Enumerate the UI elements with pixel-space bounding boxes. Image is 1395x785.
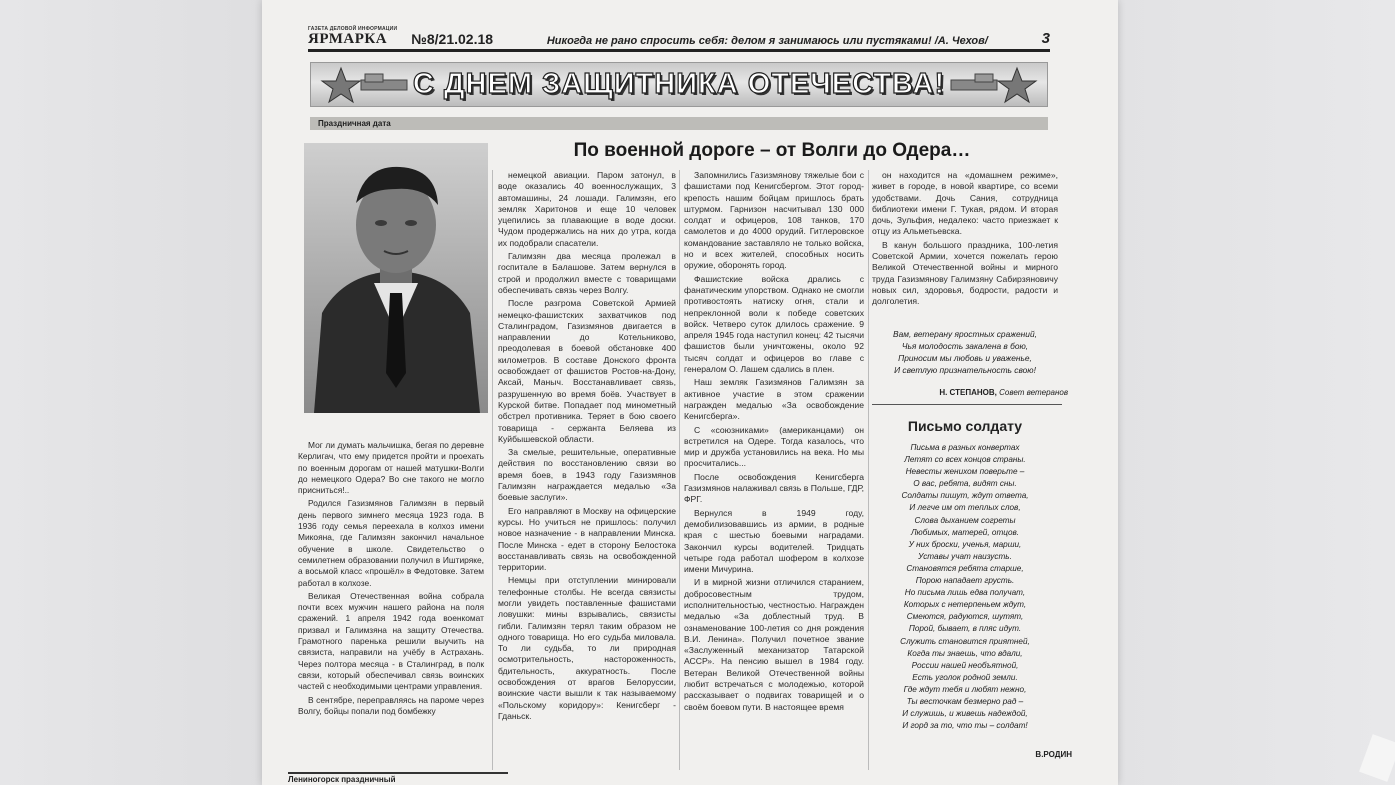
verse-line: Смеются, радуются, шутят, — [906, 612, 1024, 622]
desk-background-right — [1110, 0, 1395, 785]
paragraph: Родился Газизмянов Галимзян в первый день первого зимнего месяца 1923 года. В 1936 году семья переехала в колхоз имени Микояна, где Галимзян закончил начальное обучение в школе. Свидетельство о семилетнем образовании получил в Иштиряке, а восьмой класс «прошёл» в Федотовке. Затем работал в колхозе. — [298, 498, 484, 588]
poem-title: Письмо солдату — [907, 418, 1023, 434]
holiday-banner — [310, 62, 1048, 107]
masthead-motto: Никогда не рано спросить себя: делом я занимаюсь или пустяками! /А. Чехов/ — [546, 35, 988, 47]
paragraph: И в мирной жизни отличился старанием, добросовестным трудом, исполнительностью, честностью. Награжден медалью «За доблестный труд. В ознаменование 100-летия со дня рождения В.И. Ленина». Получил почетное звание «Заслуженный механизатор Татарской АССР». На пенсию вышел в 1984 году. Ветеран Великой Отечественной войны любит встречаться с молодежью, которой рассказывает о подвигах товарищей и о своём боевом пути. В настоящее время — [684, 577, 864, 712]
paragraph: В сентябре, переправляясь на пароме через Волгу, бойцы попали под бомбежку — [298, 694, 484, 716]
paragraph: Наш земляк Газизмянов Галимзян за активное участие в этом сражении награжден медалью «За освобождение Кенигсберга». — [684, 377, 864, 422]
section-label: Праздничная дата — [310, 117, 1048, 130]
article-author — [898, 388, 1068, 400]
verse-line: Чья молодость закалена в бою, — [901, 341, 1029, 351]
author-role: Совет ветеранов — [999, 388, 1068, 397]
verse-line: Слова дыханием согреты — [914, 515, 1016, 525]
paragraph: Великая Отечественная война собрала почти всех мужчин нашего района на поля сражений. 1 апреля 1942 года военкомат призвал и Галимзяна на защиту Отечества. Грамотного паренька решили выучить на связиста, направили на учёбу в Астрахань. Через полтора месяца - в Сталинград, в полк связи, который обеспечивал связь воинских частей с необходимыми центрами управления. — [298, 590, 484, 692]
poem-author: В.РОДИН — [1035, 750, 1072, 759]
verse-line: Есть уголок родной земли. — [912, 672, 1018, 682]
paragraph: он находится на «домашнем режиме», живет в городе, в новой квартире, со всеми удобствами. Дочь Сания, сотрудница библиотеки имени Г. Тукая, рядом. И вторая дочь, Зульфия, недалеко: часто приезжает к отцу из Альметьевска. — [872, 170, 1058, 237]
masthead — [308, 26, 1050, 52]
paragraph: После разгрома Советской Армией немецко-фашистских захватчиков под Сталинградом, Газизмянов двигается в направлении до Котельниково, преодолевая в боевой обстановке 400 километров. В составе Донского фронта освобождает от фашистов Ростов-на-Дону, Аксай, Маныч. Восстанавливает связь, разрушенную во время боёв. Участвует в Курской битве. Попадает под минометный обстрел противника. Теряет в бою своего товарища - сержанта Беляева из Куйбышевской области. — [498, 298, 676, 444]
verse-line: И служишь, и живешь надеждой, — [902, 709, 1028, 719]
article-column-2 — [498, 170, 676, 770]
paragraph: Мог ли думать мальчишка, бегая по деревне Керлигач, что ему придется пройти и проехать по военным дорогам от нашей матушки-Волги до немецкого Одера? Во сне такого не могло присниться!.. — [298, 440, 484, 496]
dedication-verse — [872, 328, 1058, 378]
column-divider — [679, 170, 680, 770]
paragraph: В канун большого праздника, 100-летия Советской Армии, хочется пожелать герою Великой Отечественной войны и мирного труда Газизмянову Галимзяну Сабирзяновичу новых сил, здоровья, бодрости, радости и долголетия. — [872, 239, 1058, 307]
banner-title: С ДНЕМ ЗАЩИТНИКА ОТЕЧЕСТВА! — [412, 68, 946, 100]
column-divider — [492, 170, 493, 770]
verse-line: У них броски, ученья, марши, — [908, 539, 1022, 549]
verse-line: Приносим мы любовь и уваженье, — [898, 353, 1032, 363]
verse-line: Служить становится приятней, — [900, 636, 1030, 646]
paragraph: За смелые, решительные, оперативные действия по восстановлению связи во время боев, в 1943 году Газизмянов Галимзян награждается медалью «За боевые заслуги». — [498, 447, 676, 503]
next-section-header: Лениногорск праздничный — [288, 772, 508, 785]
brand-subtitle: ГАЗЕТА ДЕЛОВОЙ ИНФОРМАЦИИ — [308, 26, 398, 32]
newspaper-page — [262, 0, 1118, 785]
page-number: 3 — [1041, 30, 1050, 47]
paragraph: Галимзян два месяца пролежал в госпитале в Балашове. Затем вернулся в строй и продолжил вместе с товарищами обеспечивать связь через Волгу. — [498, 251, 676, 295]
verse-line: И легче им от теплых слов, — [909, 503, 1021, 513]
verse-line: Когда ты знаешь, что вдали, — [907, 648, 1023, 658]
brand-name: ЯРМАРКА — [308, 31, 388, 47]
verse-line: Солдаты пишут, ждут ответа, — [901, 491, 1029, 501]
paragraph: Немцы при отступлении минировали телефонные столбы. Не всегда связисты могли увидеть поставленные фашистами ловушки: мины взрывались, связисты гибли. Галимзян терял таким образом не одного товарища. Но его судьба миловала. То ли судьба, то ли природная осмотрительность, настороженность, бдительность, аккуратность. После освобождения от врагов Белоруссии, воинские части вышли к так называемому «Польскому коридору»: Кенигсберг - Гданьск. — [498, 575, 676, 721]
verse-line: Вам, ветерану яростных сражений, — [893, 329, 1037, 339]
paragraph: Его направляют в Москву на офицерские курсы. Но учиться не пришлось: получил новое назначение - в направлении Минска. После Минска - едет в сторону Белостока восстанавливать связь на освобожденной территории. — [498, 505, 676, 573]
paragraph: немецкой авиации. Паром затонул, в воде оказались 40 военнослужащих, 3 автомашины, 24 лошади. Галимзян, его земляк Харитонов и еще 10 человек уцепились за плавающие в воде доски. Чудом продержались на них до утра, когда их подобрали спасатели. — [498, 170, 676, 248]
star-emblem-icon — [319, 66, 411, 104]
verse-line: И горд за то, что ты – солдат! — [902, 721, 1028, 731]
verse-line: России нашей необъятной, — [911, 660, 1019, 670]
paragraph: Фашистские войска дрались с фанатическим упорством. Однако не смогли противостоять натиску огня, стали и непреклонной воли к победе советских войск. Четверо суток длилось сражение. 9 апреля 1945 года наступил конец: 42 тысячи фашистов были уничтожены, около 92 тысяч солдат и офицеров во главе с генералом О. Лашем сдались в плен. — [684, 273, 864, 375]
verse-line: И светлую признательность свою! — [894, 365, 1036, 375]
paragraph: Вернулся в 1949 году, демобилизовавшись из армии, в родные края с шестью боевыми наградами. Закончил курсы водителей. Тридцать четыре года работал шофером в колхозе имени Мичурина. — [684, 507, 864, 575]
issue-number: №8/21.02.18 — [411, 31, 494, 47]
verse-line: Но письма лишь едва получат, — [904, 588, 1026, 598]
desk-background-left — [0, 0, 275, 785]
article-column-3 — [684, 170, 864, 770]
author-name: Н. СТЕПАНОВ, — [939, 388, 997, 397]
verse-line: Любимых, матерей, отцов. — [910, 527, 1020, 537]
verse-line: Порою нападает грусть. — [915, 576, 1015, 586]
verse-line: Где ждут тебя и любят нежно, — [903, 684, 1027, 694]
verse-line: Невесты женихом поверьте – — [905, 467, 1025, 477]
paragraph: После освобождения Кенигсберга Газизмянов налаживал связь в Польше, ГДР, ФРГ. — [684, 471, 864, 505]
veteran-portrait-photo — [304, 143, 488, 413]
article-column-1 — [298, 440, 484, 762]
column-divider — [868, 170, 869, 770]
newspaper-brand — [308, 27, 397, 47]
verse-line: Которых с нетерпеньем ждут, — [903, 600, 1027, 610]
paragraph: Запомнились Газизмянову тяжелые бои с фашистами под Кенигсбергом. Этот город-крепость нашим бойцам пришлось брать штурмом. Гарнизон насчитывал 130 000 солдат и офицеров, 108 танков, 170 самолетов и до 4000 орудий. Гитлеровское командование заставляло не только войска, но и всех жителей, способных носить оружие, оборонять город. — [684, 170, 864, 271]
verse-line: О вас, ребята, видят сны. — [913, 479, 1017, 489]
paragraph: С «союзниками» (американцами) он встретился на Одере. Тогда казалось, что мир и дружба установились на века. Но мы просчитались... — [684, 424, 864, 469]
verse-line: Письма в разных конвертах — [910, 443, 1020, 452]
verse-line: Летят со всех концов страны. — [904, 455, 1026, 465]
verse-line: Становятся ребята старше, — [906, 563, 1024, 573]
verse-line: Ты весточкам безмерно рад – — [906, 696, 1024, 706]
article-headline: По военной дороге – от Волги до Одера… — [573, 140, 971, 161]
poem-body — [872, 442, 1058, 742]
verse-line: Порой, бывает, в пляс идут. — [908, 624, 1022, 634]
star-emblem-icon — [947, 66, 1039, 104]
divider — [872, 404, 1062, 405]
verse-line: Уставы учат наизусть. — [918, 551, 1012, 561]
